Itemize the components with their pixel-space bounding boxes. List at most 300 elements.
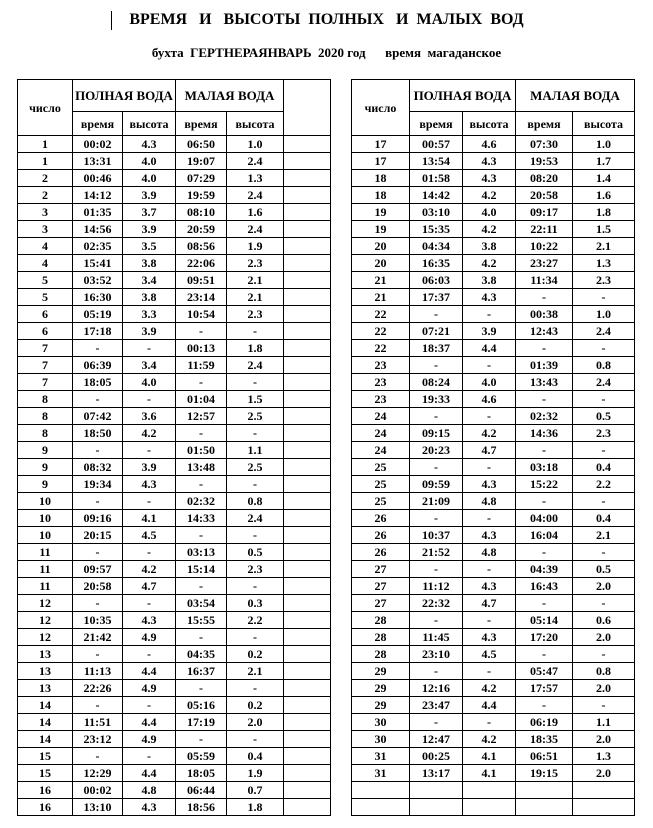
cell-empty [284,255,331,272]
cell-low-height: 1.3 [573,748,635,765]
cell-high-height: 3.8 [123,289,176,306]
cell-low-height: 2.0 [573,680,635,697]
cell-low-height: 0.5 [227,544,284,561]
header-low-time: время [176,112,227,136]
cell-low-time: 22:06 [176,255,227,272]
table-row [352,680,635,697]
cell-high-height: 4.7 [123,578,176,595]
cell-low-time: 11:59 [176,357,227,374]
cell-high-height: 3.9 [123,221,176,238]
cell-low-height: - [227,680,284,697]
cell-low-time: 22:11 [516,221,573,238]
cell-day: 11 [18,578,73,595]
cell-empty [284,153,331,170]
cell-day: 28 [352,612,410,629]
cell-low-time: - [176,527,227,544]
cell-day: 23 [352,357,410,374]
cell-low-time: 04:00 [516,510,573,527]
cell-high-height: - [463,408,516,425]
cell-day: 24 [352,408,410,425]
cell-low-time: 02:32 [516,408,573,425]
cell-low-time: - [516,646,573,663]
cell-low-time: 20:58 [516,187,573,204]
table-row [18,459,331,476]
header-day: число [18,80,73,136]
cell-empty [284,663,331,680]
cell-low-time: 00:13 [176,340,227,357]
cell-day: 25 [352,476,410,493]
header-high-water: ПОЛНАЯ ВОДА [410,80,516,112]
table-row [352,782,635,799]
cell-high-time: 21:42 [73,629,123,646]
cell-empty [284,272,331,289]
table-row [18,187,331,204]
cell-low-height [573,799,635,816]
cell-high-height: - [463,459,516,476]
cell-day: 26 [352,544,410,561]
cell-high-height: 4.3 [463,170,516,187]
cell-low-height: 1.9 [227,765,284,782]
cell-low-time: 00:38 [516,306,573,323]
cell-day: 2 [18,187,73,204]
cell-high-height: 4.3 [463,476,516,493]
cell-empty [284,306,331,323]
cell-high-time: 06:39 [73,357,123,374]
header-high-height: высота [463,112,516,136]
table-row [18,646,331,663]
cell-high-height: 4.3 [123,476,176,493]
header-low-water: МАЛАЯ ВОДА [516,80,635,112]
cell-empty [284,323,331,340]
table-row [352,442,635,459]
cell-low-time: 01:50 [176,442,227,459]
cell-low-height: 0.7 [227,782,284,799]
cell-low-time: 07:30 [516,136,573,153]
cell-day: 16 [18,782,73,799]
cell-low-height: - [573,646,635,663]
cell-low-height: 2.0 [573,578,635,595]
cell-high-height: - [123,493,176,510]
table-row [352,136,635,153]
cell-low-height: - [227,374,284,391]
cell-day: 21 [352,289,410,306]
cell-low-time: 04:35 [176,646,227,663]
cell-low-height: 1.8 [227,340,284,357]
cell-high-time: 19:34 [73,476,123,493]
cell-day: 5 [18,272,73,289]
cell-high-time: 05:19 [73,306,123,323]
cell-day: 19 [352,221,410,238]
table-row [352,714,635,731]
table-row [18,663,331,680]
cell-day: 12 [18,595,73,612]
tide-table-left [17,79,331,816]
cell-empty [284,578,331,595]
cell-high-time: 09:57 [73,561,123,578]
header-low-water: МАЛАЯ ВОДА [176,80,284,112]
cell-high-height: 3.8 [463,272,516,289]
table-row [352,748,635,765]
cell-empty [284,748,331,765]
table-row [18,323,331,340]
cell-day: 8 [18,425,73,442]
table-row [18,544,331,561]
table-row [352,544,635,561]
cell-high-time: - [73,544,123,561]
cell-high-height: 4.0 [123,170,176,187]
cell-low-height: 2.1 [573,238,635,255]
cell-high-time: 11:12 [410,578,463,595]
cell-empty [284,340,331,357]
tide-table-right [351,79,635,816]
cell-low-time: 18:56 [176,799,227,816]
cell-low-height: - [573,391,635,408]
cell-day: 8 [18,408,73,425]
cell-high-height: - [123,748,176,765]
cell-low-height: 2.3 [227,561,284,578]
cell-low-height: 0.8 [573,663,635,680]
cell-high-height: 4.0 [123,153,176,170]
cell-high-time: 11:51 [73,714,123,731]
cell-low-time: 11:34 [516,272,573,289]
cell-high-height: 3.8 [463,238,516,255]
cell-low-height: 2.3 [573,425,635,442]
cell-high-height: 4.2 [123,425,176,442]
cell-low-height: 1.3 [227,170,284,187]
cell-high-height: - [463,357,516,374]
cell-low-time: 07:29 [176,170,227,187]
cell-day: 23 [352,391,410,408]
header-low-height: высота [573,112,635,136]
cell-low-height: - [573,289,635,306]
cell-day: 25 [352,493,410,510]
cell-high-time: 01:58 [410,170,463,187]
cell-day: 4 [18,238,73,255]
cell-high-time: - [73,595,123,612]
cell-low-height: 1.0 [573,136,635,153]
cell-low-height: 2.5 [227,408,284,425]
cell-high-time: 19:33 [410,391,463,408]
cell-day: 18 [352,187,410,204]
cell-low-time: 18:35 [516,731,573,748]
cell-low-height: 1.1 [227,442,284,459]
cell-empty [284,510,331,527]
cell-low-time: 17:19 [176,714,227,731]
cell-day: 16 [18,799,73,816]
cell-high-time: 13:17 [410,765,463,782]
cell-low-height: - [227,323,284,340]
cell-day: 31 [352,765,410,782]
cell-high-height: 4.8 [123,782,176,799]
cell-low-height: 1.6 [227,204,284,221]
cell-low-time: 03:18 [516,459,573,476]
cell-low-time: 15:14 [176,561,227,578]
cell-high-time: 09:15 [410,425,463,442]
cell-low-time [516,799,573,816]
cell-high-height: 4.3 [123,136,176,153]
cell-low-time: 10:22 [516,238,573,255]
cell-day: 30 [352,731,410,748]
cell-high-time: - [410,663,463,680]
cell-high-height: - [463,714,516,731]
cell-day: 12 [18,612,73,629]
table-row [352,697,635,714]
cell-day: 23 [352,374,410,391]
cell-high-height: 4.3 [123,799,176,816]
cell-day: 28 [352,629,410,646]
cell-low-height: 2.1 [227,272,284,289]
cell-high-height: 4.2 [463,221,516,238]
cell-low-time: 12:57 [176,408,227,425]
cell-day: 12 [18,629,73,646]
cell-empty [284,442,331,459]
cell-low-time: 05:16 [176,697,227,714]
cell-low-time: 09:17 [516,204,573,221]
cell-low-time: 06:19 [516,714,573,731]
cell-empty [284,595,331,612]
cell-low-height: 2.0 [573,765,635,782]
text-cursor [111,11,112,30]
cell-low-height: 0.3 [227,595,284,612]
cell-day: 9 [18,442,73,459]
cell-low-time: 13:48 [176,459,227,476]
cell-empty [284,527,331,544]
cell-high-time: 00:02 [73,782,123,799]
cell-low-height: 1.8 [227,799,284,816]
table-row [18,510,331,527]
cell-low-time: 15:22 [516,476,573,493]
page-subtitle: бухта ГЕРТНЕРАЯНВАРЬ 2020 год время магаданское [151,45,502,60]
cell-low-time: 15:55 [176,612,227,629]
cell-high-time: - [410,714,463,731]
cell-empty [284,408,331,425]
cell-low-height: 2.4 [227,153,284,170]
cell-high-time: 00:02 [73,136,123,153]
cell-empty [284,425,331,442]
cell-day: 17 [352,136,410,153]
cell-low-time: - [176,731,227,748]
cell-day: 14 [18,697,73,714]
cell-high-time: 04:34 [410,238,463,255]
cell-high-height: 4.2 [463,187,516,204]
cell-high-height: - [463,306,516,323]
cell-high-height: 4.4 [123,765,176,782]
cell-day: 20 [352,238,410,255]
cell-low-height: - [573,340,635,357]
table-row [18,340,331,357]
cell-low-time: 05:47 [516,663,573,680]
cell-low-height: - [573,544,635,561]
cell-high-time: 20:23 [410,442,463,459]
table-row [352,493,635,510]
header-high-height: высота [123,112,176,136]
cell-high-height [463,782,516,799]
cell-high-time: 11:13 [73,663,123,680]
cell-day: 25 [352,459,410,476]
cell-day: 24 [352,442,410,459]
cell-low-height: 0.4 [227,748,284,765]
cell-high-height: 3.9 [123,323,176,340]
cell-high-height: 4.4 [463,340,516,357]
table-row [352,323,635,340]
table-row [18,561,331,578]
cell-day: 22 [352,306,410,323]
cell-day: 10 [18,510,73,527]
cell-empty [284,680,331,697]
cell-low-height [573,782,635,799]
cell-low-time: 19:15 [516,765,573,782]
cell-high-height: - [123,340,176,357]
cell-low-time: 06:51 [516,748,573,765]
cell-high-height: 4.2 [463,680,516,697]
cell-high-time: 18:50 [73,425,123,442]
header-high-time: время [73,112,123,136]
table-row [352,289,635,306]
cell-high-height: 4.2 [463,731,516,748]
table-row [352,221,635,238]
cell-high-time: 16:30 [73,289,123,306]
cell-day: 10 [18,527,73,544]
cell-low-height: 1.0 [227,136,284,153]
cell-high-time: 10:35 [73,612,123,629]
cell-empty [284,391,331,408]
header-low-time: время [516,112,573,136]
cell-day: 17 [352,153,410,170]
table-row [18,391,331,408]
cell-high-time: - [73,391,123,408]
cell-day: 14 [18,731,73,748]
table-row [18,170,331,187]
cell-high-height: - [123,544,176,561]
cell-empty [284,289,331,306]
cell-empty [284,561,331,578]
cell-high-height: 3.9 [123,459,176,476]
cell-high-height: 4.8 [463,493,516,510]
cell-high-time: 08:24 [410,374,463,391]
cell-high-time: 03:52 [73,272,123,289]
cell-day: 27 [352,561,410,578]
cell-high-time: 09:59 [410,476,463,493]
cell-high-time: 02:35 [73,238,123,255]
cell-high-height: - [123,595,176,612]
cell-day: 27 [352,595,410,612]
cell-low-time: - [516,544,573,561]
table-row [352,238,635,255]
table-row [18,629,331,646]
cell-low-height: 1.6 [573,187,635,204]
cell-high-height: 4.2 [123,561,176,578]
cell-low-height: 2.0 [573,731,635,748]
cell-high-height [463,799,516,816]
cell-day: 13 [18,680,73,697]
cell-high-height: 4.0 [463,374,516,391]
cell-day: 7 [18,357,73,374]
cell-low-time: 19:07 [176,153,227,170]
cell-low-height: 2.4 [227,357,284,374]
cell-high-time: - [410,612,463,629]
cell-low-time: 05:14 [516,612,573,629]
cell-day: 29 [352,663,410,680]
cell-low-height: - [227,476,284,493]
cell-high-time: 13:54 [410,153,463,170]
cell-high-height: 3.5 [123,238,176,255]
cell-high-time: 23:47 [410,697,463,714]
cell-day: 26 [352,527,410,544]
cell-low-height: - [573,493,635,510]
cell-day: 29 [352,697,410,714]
cell-high-height: 4.3 [123,612,176,629]
cell-high-time: - [410,561,463,578]
cell-high-height: 4.1 [463,748,516,765]
cell-high-height: 4.9 [123,680,176,697]
cell-high-time: 12:16 [410,680,463,697]
cell-low-height: 2.4 [573,374,635,391]
cell-high-time: 18:05 [73,374,123,391]
cell-low-time: 19:59 [176,187,227,204]
cell-high-time: 20:58 [73,578,123,595]
table-row [18,612,331,629]
cell-low-height: 2.2 [573,476,635,493]
cell-day: 26 [352,510,410,527]
cell-low-time: 13:43 [516,374,573,391]
table-row [18,255,331,272]
table-row [352,187,635,204]
cell-low-height: - [227,578,284,595]
cell-low-height: 1.4 [573,170,635,187]
cell-high-time: 13:31 [73,153,123,170]
cell-day: 15 [18,765,73,782]
cell-low-height: - [227,527,284,544]
cell-high-time: 01:35 [73,204,123,221]
cell-low-time: 12:43 [516,323,573,340]
cell-day: 19 [352,204,410,221]
cell-empty [284,357,331,374]
cell-low-time: - [516,697,573,714]
cell-high-height: 3.7 [123,204,176,221]
cell-high-height: 3.4 [123,272,176,289]
cell-high-height: 3.6 [123,408,176,425]
cell-high-time: 08:32 [73,459,123,476]
cell-high-height: 4.3 [463,578,516,595]
table-body [352,136,635,816]
cell-low-height: 0.8 [227,493,284,510]
cell-low-time: 19:53 [516,153,573,170]
cell-day: 27 [352,578,410,595]
cell-empty [284,544,331,561]
cell-low-time: 20:59 [176,221,227,238]
cell-low-time: 03:54 [176,595,227,612]
cell-empty [284,714,331,731]
cell-day: 13 [18,646,73,663]
cell-low-height: 0.2 [227,646,284,663]
table-row [18,408,331,425]
cell-low-height: 1.3 [573,255,635,272]
cell-day: 6 [18,306,73,323]
cell-low-time: - [176,680,227,697]
cell-day: 7 [18,340,73,357]
table-row [18,782,331,799]
cell-low-time: - [176,629,227,646]
cell-low-time: 18:05 [176,765,227,782]
cell-high-height: 3.4 [123,357,176,374]
header-day: число [352,80,410,136]
cell-high-time: 09:16 [73,510,123,527]
cell-high-time: 20:15 [73,527,123,544]
table-row [352,374,635,391]
cell-low-time: 08:20 [516,170,573,187]
cell-high-height: 4.4 [123,714,176,731]
table-row [352,459,635,476]
